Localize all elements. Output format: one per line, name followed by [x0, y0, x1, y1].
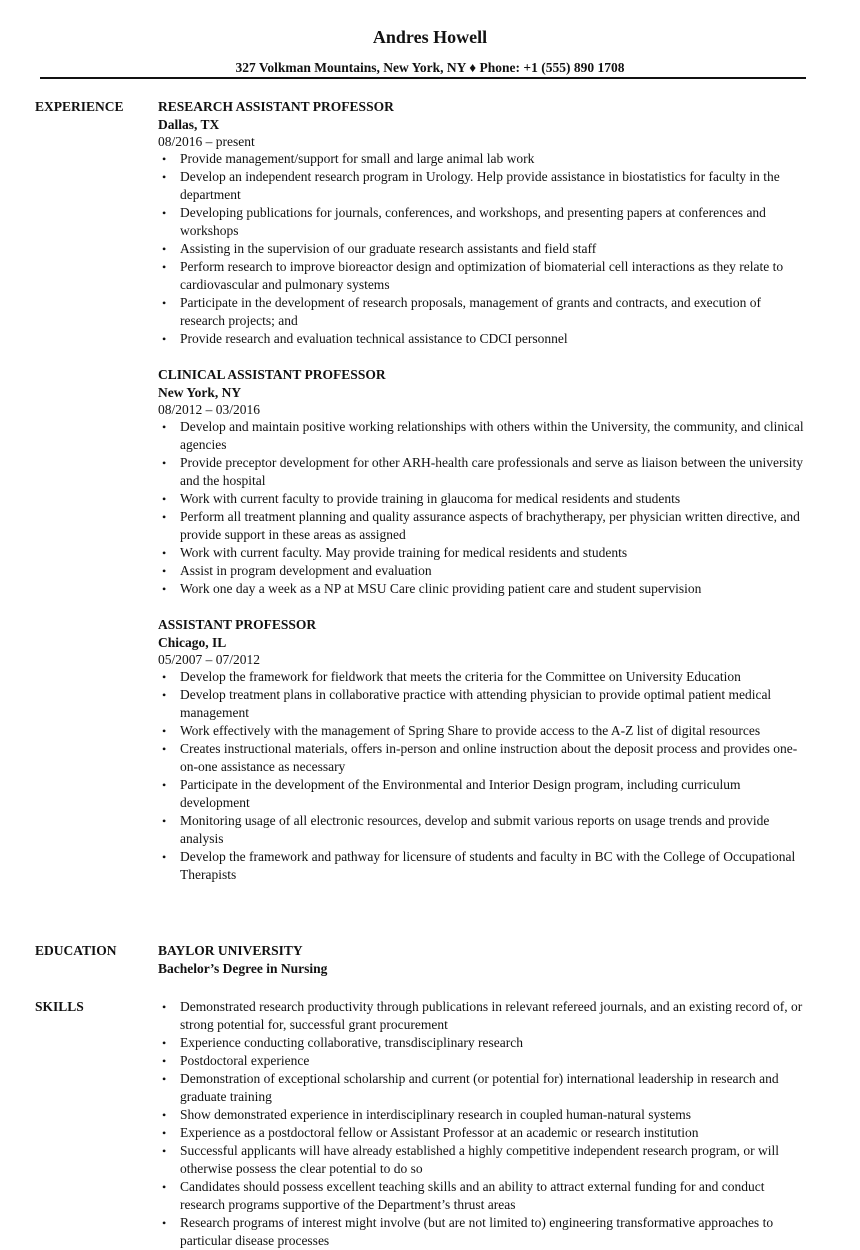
- bullet-icon: •: [162, 1144, 167, 1158]
- skill-bullet: • Research programs of interest might involve (but are not limited to) engineering transformative approaches to particular disease processes: [162, 1215, 774, 1248]
- bullet-icon: •: [162, 332, 167, 346]
- job-bullet: • Creates instructional materials, offers in-person and online instruction about the deposit process and provides one-on-one assistance as necessary: [162, 741, 798, 774]
- bullet-icon: •: [162, 170, 167, 184]
- bullet-icon: •: [162, 1108, 167, 1122]
- job-entry: [158, 616, 808, 884]
- bullet-icon: •: [162, 688, 167, 702]
- experience-body: [158, 98, 808, 902]
- bullet-icon: •: [162, 582, 167, 596]
- bullet-icon: •: [162, 1036, 167, 1050]
- job-dates: 05/2007 – 07/2012: [158, 652, 261, 667]
- job-bullet: • Assist in program development and evaluation: [162, 563, 432, 578]
- job-bullet: • Work with current faculty. May provide training for medical residents and students: [162, 545, 628, 560]
- education-heading: EDUCATION: [35, 943, 117, 958]
- job-bullet: • Developing publications for journals, conferences, and workshops, and presenting papers at conferences and workshops: [162, 205, 766, 238]
- school-name: BAYLOR UNIVERSITY: [158, 943, 303, 958]
- header-divider: [40, 77, 806, 79]
- job-bullet-list: [158, 150, 808, 348]
- bullet-icon: •: [162, 814, 167, 828]
- bullet-icon: •: [162, 1126, 167, 1140]
- education-body: [158, 942, 808, 978]
- job-location: Dallas, TX: [158, 117, 220, 132]
- job-dates: 08/2012 – 03/2016: [158, 402, 261, 417]
- job-location: New York, NY: [158, 385, 242, 400]
- job-bullet: • Provide preceptor development for other ARH-health care professionals and serve as liaison between the university and the hospital: [162, 455, 804, 488]
- job-bullet: • Develop treatment plans in collaborative practice with attending physician to provide optimal patient medical management: [162, 687, 772, 720]
- bullet-icon: •: [162, 1216, 167, 1230]
- bullet-icon: •: [162, 420, 167, 434]
- job-bullet: • Provide management/support for small and large animal lab work: [162, 151, 535, 166]
- degree-name: Bachelor’s Degree in Nursing: [158, 961, 328, 976]
- skill-bullet: • Show demonstrated experience in interdisciplinary research in coupled human-natural systems: [162, 1107, 691, 1122]
- skill-bullet: • Demonstrated research productivity through publications in relevant refereed journals, and an existing record of, or strong potential for, successful grant procurement: [162, 999, 803, 1032]
- experience-heading: EXPERIENCE: [35, 99, 124, 114]
- job-bullet: • Participate in the development of the Environmental and Interior Design program, including curriculum development: [162, 777, 741, 810]
- job-bullet: • Develop the framework for fieldwork that meets the criteria for the Committee on University Education: [162, 669, 741, 684]
- job-bullet-list: [158, 668, 808, 884]
- job-bullet: • Perform all treatment planning and quality assurance aspects of brachytherapy, per physician written directive, and provide support in these areas as assigned: [162, 509, 800, 542]
- bullet-icon: •: [162, 206, 167, 220]
- job-entry: [158, 366, 808, 598]
- bullet-icon: •: [162, 742, 167, 756]
- bullet-icon: •: [162, 1072, 167, 1086]
- job-bullet: • Work with current faculty to provide training in glaucoma for medical residents and students: [162, 491, 681, 506]
- bullet-icon: •: [162, 564, 167, 578]
- job-bullet: • Develop the framework and pathway for licensure of students and faculty in BC with the College of Occupational Therapists: [162, 849, 796, 882]
- bullet-icon: •: [162, 510, 167, 524]
- job-bullet: • Perform research to improve bioreactor design and optimization of biomaterial cell interactions as they relate to cardiovascular and pulmonary systems: [162, 259, 784, 292]
- job-bullet: • Assisting in the supervision of our graduate research assistants and field staff: [162, 241, 597, 256]
- candidate-name: Andres Howell: [372, 27, 488, 47]
- bullet-icon: •: [162, 546, 167, 560]
- skill-bullet: • Postdoctoral experience: [162, 1053, 310, 1068]
- job-bullet: • Participate in the development of research proposals, management of grants and contracts, and execution of research projects; and: [162, 295, 762, 328]
- bullet-icon: •: [162, 1180, 167, 1194]
- bullet-icon: •: [162, 1054, 167, 1068]
- skill-bullet: • Experience as a postdoctoral fellow or Assistant Professor at an academic or research institution: [162, 1125, 699, 1140]
- job-bullet: • Develop an independent research program in Urology. Help provide assistance in biostatistics for faculty in the department: [162, 169, 780, 202]
- bullet-icon: •: [162, 260, 167, 274]
- bullet-icon: •: [162, 492, 167, 506]
- job-bullet: • Develop and maintain positive working relationships with others within the University, the community, and clinical agencies: [162, 419, 804, 452]
- job-bullet: • Monitoring usage of all electronic resources, develop and submit various reports on usage trends and provide analysis: [162, 813, 770, 846]
- bullet-icon: •: [162, 670, 167, 684]
- job-entry: [158, 98, 808, 348]
- bullet-icon: •: [162, 242, 167, 256]
- bullet-icon: •: [162, 456, 167, 470]
- skills-heading: SKILLS: [35, 999, 84, 1014]
- skills-bullet-list: [158, 998, 808, 1250]
- job-bullet: • Work one day a week as a NP at MSU Care clinic providing patient care and student supervision: [162, 581, 702, 596]
- bullet-icon: •: [162, 778, 167, 792]
- job-bullet: • Provide research and evaluation technical assistance to CDCI personnel: [162, 331, 568, 346]
- bullet-icon: •: [162, 850, 167, 864]
- bullet-icon: •: [162, 152, 167, 166]
- job-title: RESEARCH ASSISTANT PROFESSOR: [158, 99, 394, 114]
- skill-bullet: • Demonstration of exceptional scholarship and current (or potential for) international leadership in research and graduate training: [162, 1071, 779, 1104]
- skills-body: [158, 998, 808, 1250]
- bullet-icon: •: [162, 1000, 167, 1014]
- bullet-icon: •: [162, 724, 167, 738]
- job-location: Chicago, IL: [158, 635, 227, 650]
- job-title: ASSISTANT PROFESSOR: [158, 617, 317, 632]
- bullet-icon: •: [162, 296, 167, 310]
- skill-bullet: • Successful applicants will have already established a highly competitive independent research program, or will otherwise possess the clear potential to do so: [162, 1143, 780, 1176]
- skill-bullet: • Candidates should possess excellent teaching skills and an ability to attract external funding for and conduct research programs supportive of the Department’s thrust areas: [162, 1179, 765, 1212]
- job-bullet: • Work effectively with the management of Spring Share to provide access to the A-Z list of digital resources: [162, 723, 761, 738]
- contact-line: 327 Volkman Mountains, New York, NY ♦ Phone: +1 (555) 890 1708: [235, 60, 625, 75]
- job-bullet-list: [158, 418, 808, 598]
- job-title: CLINICAL ASSISTANT PROFESSOR: [158, 367, 386, 382]
- skill-bullet: • Experience conducting collaborative, transdisciplinary research: [162, 1035, 523, 1050]
- job-dates: 08/2016 – present: [158, 134, 255, 149]
